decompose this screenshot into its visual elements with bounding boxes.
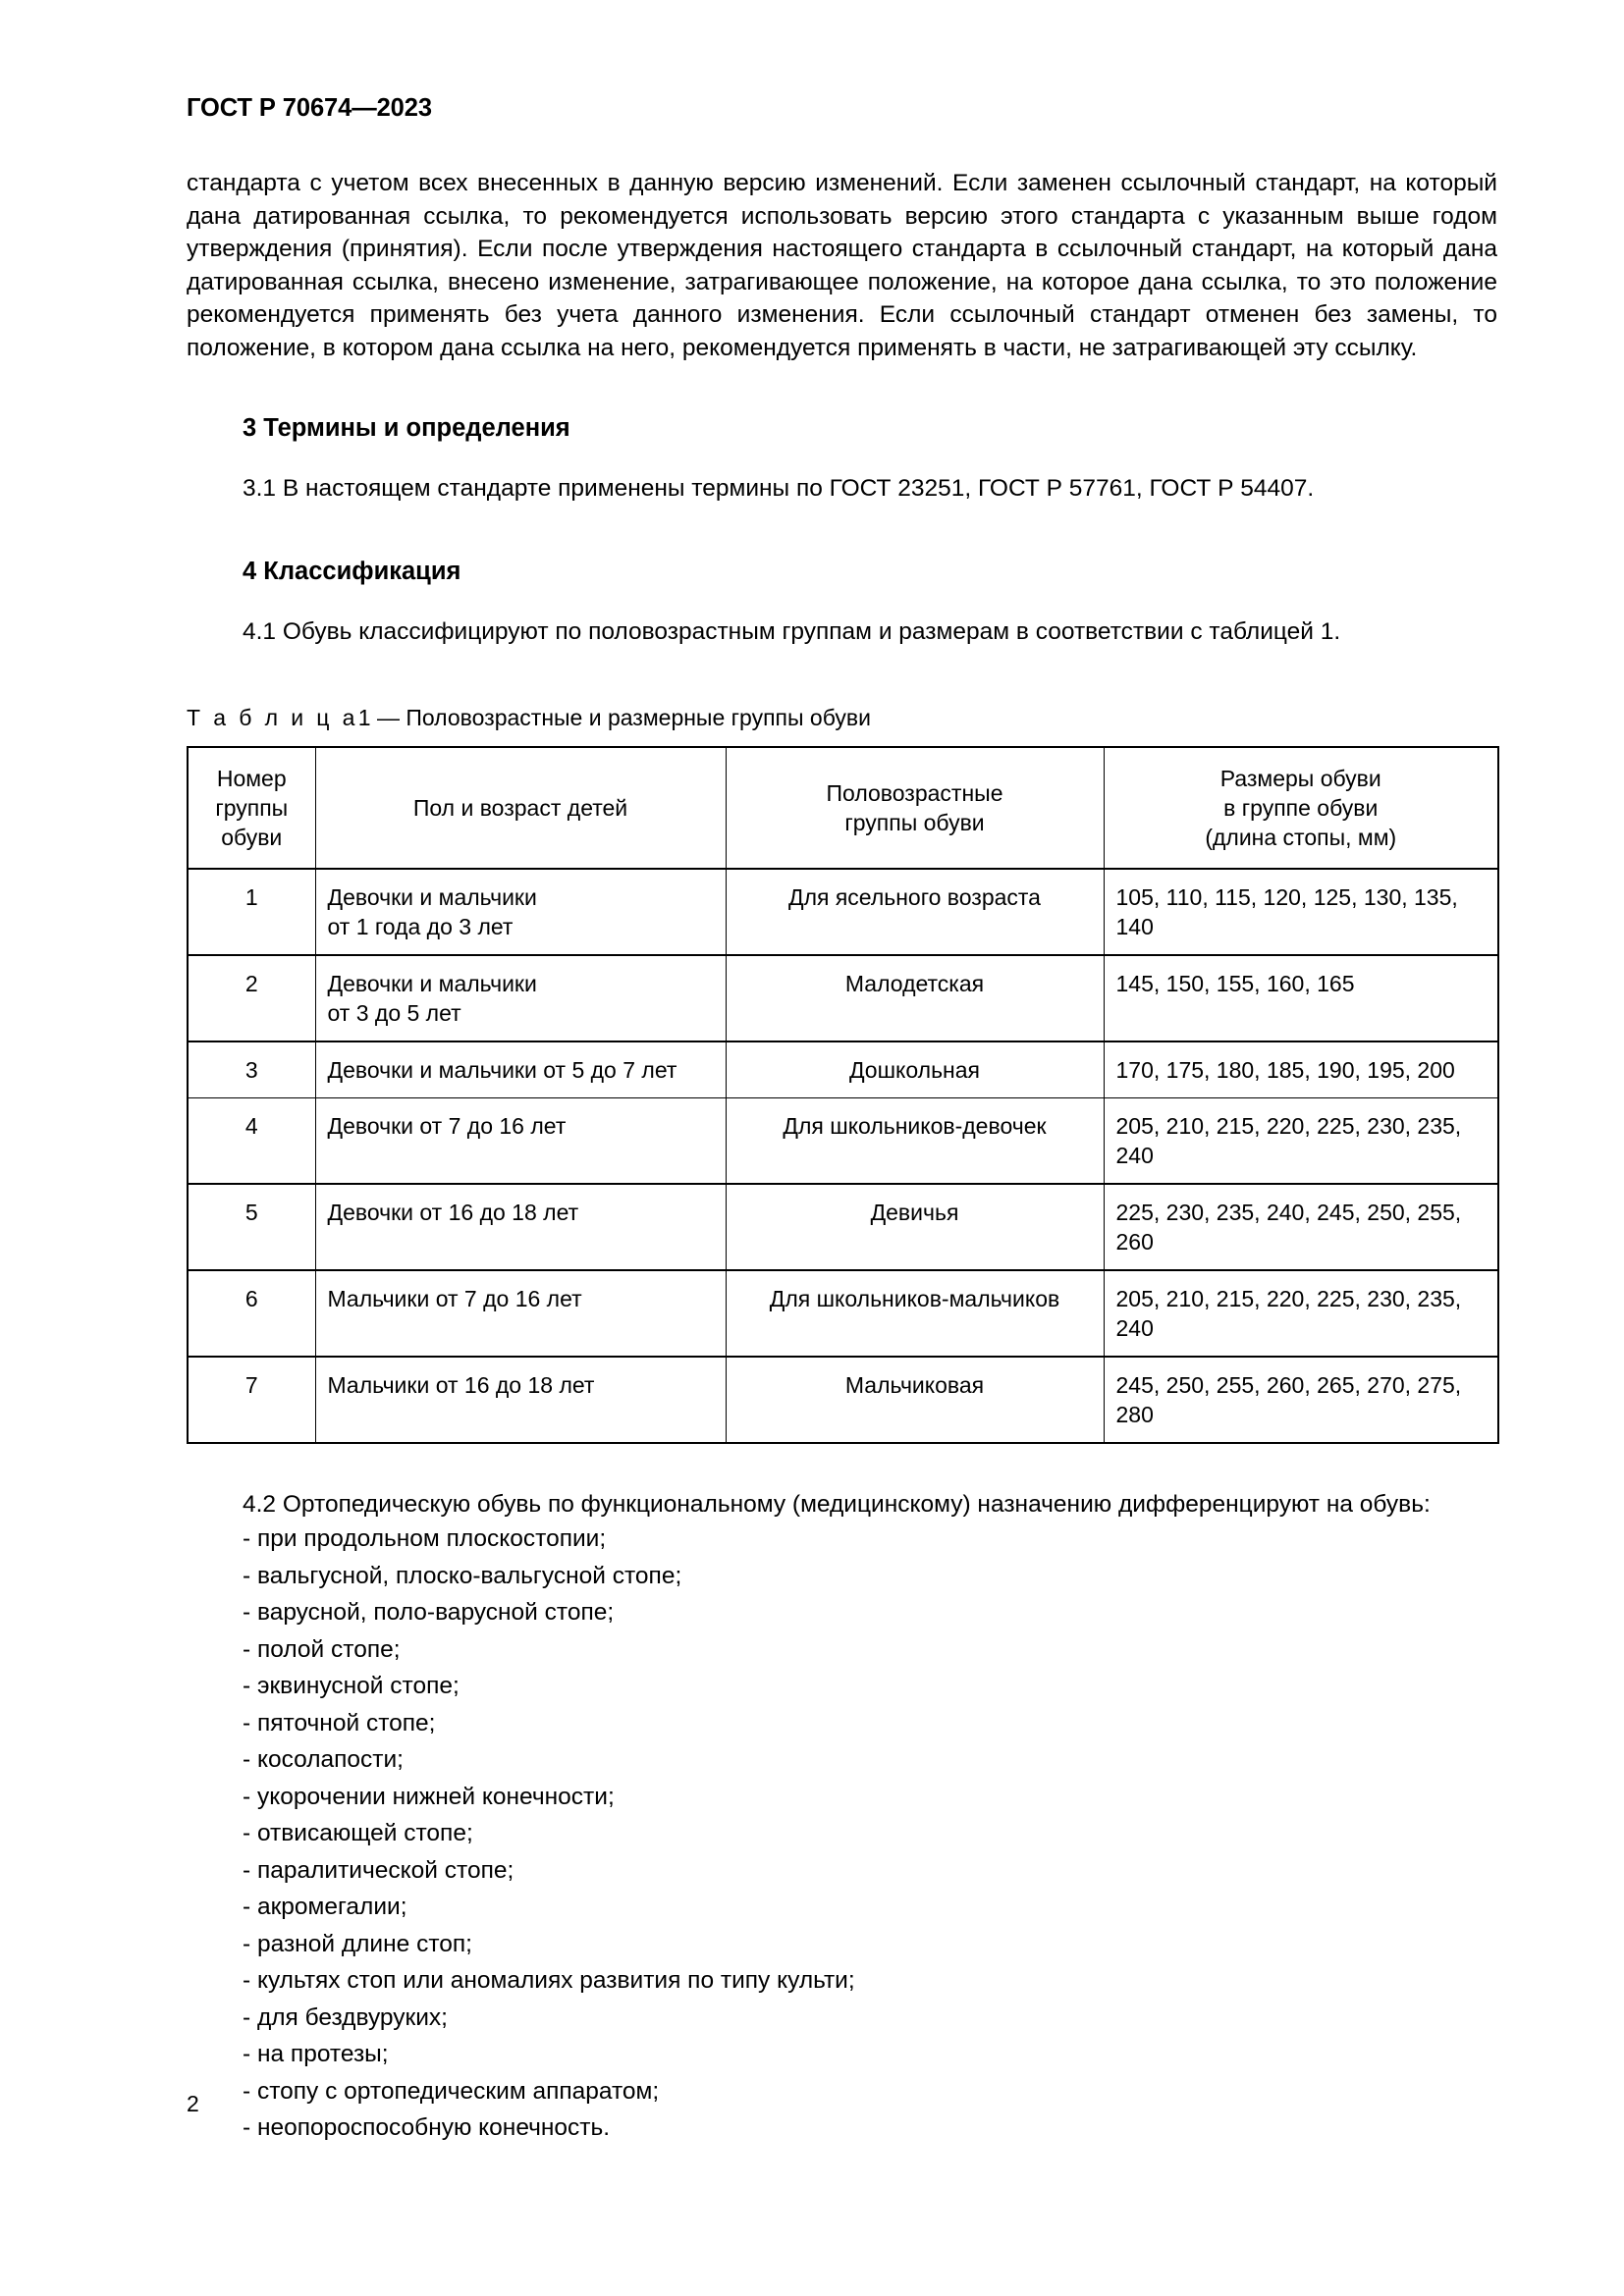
cell-line: Девочки и мальчики <box>327 970 537 996</box>
cell-line: 225, 230, 235, 240, 245, 250, 255, <box>1115 1199 1462 1225</box>
section-heading-terms: 3 Термины и определения <box>243 413 570 442</box>
table-row <box>188 1097 1498 1184</box>
list-item: - эквинусной стопе; <box>243 1673 460 1700</box>
cell-line: от 3 до 5 лет <box>327 999 461 1026</box>
header-line: в группе обуви <box>1223 794 1379 821</box>
cell-group <box>726 1041 1104 1098</box>
column-header-number <box>188 747 315 869</box>
list-item: - для бездвуруких; <box>243 2003 448 2031</box>
list-item: - паралитической стопе; <box>243 1856 514 1884</box>
header-line: Номер <box>216 765 287 791</box>
cell-sizes <box>1104 955 1498 1041</box>
cell-group <box>726 1184 1104 1270</box>
table-row <box>188 1357 1498 1443</box>
header-line: группы обуви <box>844 809 985 835</box>
list-item: - варусной, поло-варусной стопе; <box>243 1599 615 1627</box>
list-item: - косолапости; <box>243 1746 404 1774</box>
header-line: Пол и возраст детей <box>412 794 628 821</box>
cell-sex-age <box>315 955 726 1041</box>
section-paragraph-4-2: 4.2 Ортопедическую обувь по функциональному (медицинскому) назначению дифференцируют на обувь: <box>243 1490 1431 1518</box>
table-caption-title: 1 — Половозрастные и размерные группы обуви <box>357 704 871 730</box>
cell-number: 1 <box>188 869 315 955</box>
list-item: - полой стопе; <box>243 1635 401 1663</box>
cell-line: от 1 года до 3 лет <box>327 913 514 939</box>
cell-number: 5 <box>188 1184 315 1270</box>
list-item: - при продольном плоскостопии; <box>243 1525 607 1553</box>
cell-sizes <box>1104 869 1498 955</box>
page-content <box>187 94 1497 2147</box>
cell-line: Мальчиковая <box>844 1371 985 1398</box>
header-line: группы <box>215 794 289 821</box>
table-body <box>188 869 1498 1443</box>
cell-line: 105, 110, 115, 120, 125, 130, 135, <box>1115 883 1458 910</box>
list-item: - отвисающей стопе; <box>243 1820 473 1847</box>
cell-line: Дошкольная <box>848 1056 981 1083</box>
column-header-sizes <box>1104 747 1498 869</box>
table-row <box>188 869 1498 955</box>
cell-number: 6 <box>188 1270 315 1357</box>
cell-line: 170, 175, 180, 185, 190, 195, 200 <box>1115 1056 1455 1083</box>
table-row <box>188 1184 1498 1270</box>
list-item: - акромегалии; <box>243 1894 407 1921</box>
cell-number: 7 <box>188 1357 315 1443</box>
page-number: 2 <box>187 2091 199 2116</box>
cell-line: Мальчики от 7 до 16 лет <box>327 1285 582 1311</box>
cell-sizes <box>1104 1184 1498 1270</box>
section-paragraph-4-1: 4.1 Обувь классифицируют по половозрастным группам и размерам в соответствии с таблицей 1. <box>243 618 1341 646</box>
cell-group <box>726 1270 1104 1357</box>
cell-line: Девичья <box>870 1199 959 1225</box>
section-heading-classification: 4 Классификация <box>243 557 461 585</box>
cell-line: Девочки от 16 до 18 лет <box>327 1199 579 1225</box>
list-item: - стопу с ортопедическим аппаратом; <box>243 2077 660 2105</box>
list-item: - укорочении нижней конечности; <box>243 1783 615 1810</box>
table-row <box>188 955 1498 1041</box>
list-item: - вальгусной, плоско-вальгусной стопе; <box>243 1562 682 1589</box>
table-caption <box>187 704 1497 732</box>
cell-line: 240 <box>1115 1314 1154 1341</box>
list-item: - культях стоп или аномалиях развития по типу культи; <box>243 1967 855 1995</box>
cell-line: Для школьников-девочек <box>783 1112 1047 1139</box>
table-row <box>188 1041 1498 1098</box>
header-line: обуви <box>221 824 283 850</box>
header-line: Половозрастные <box>826 779 1003 806</box>
list-item: - неопороспособную конечность. <box>243 2114 611 2142</box>
cell-line: 205, 210, 215, 220, 225, 230, 235, <box>1115 1285 1462 1311</box>
header-line: (длина стопы, мм) <box>1205 824 1397 850</box>
cell-line: Мальчики от 16 до 18 лет <box>327 1371 595 1398</box>
cell-line: 245, 250, 255, 260, 265, 270, 275, <box>1115 1371 1462 1398</box>
list-item: - пяточной стопе; <box>243 1709 436 1736</box>
cell-sex-age <box>315 1270 726 1357</box>
cell-sizes <box>1104 1041 1498 1098</box>
intro-paragraph: стандарта с учетом всех внесенных в данную версию изменений. Если заменен ссылочный стандарт, на который дана датированная ссылка, то рекомендуется использовать версию этого стандарта с указанным выше годом утверждения (принятия). Если после утверждения настоящего стандарта в ссылочный стандарт, на который дана датированная ссылка, внесено изменение, затрагивающее положение, на которое дана ссылка, то это положение рекомендуется применять без учета данного изменения. Если ссылочный стандарт отменен без замены, то положение, в котором дана ссылка на него, рекомендуется применять в части, не затрагивающей эту ссылку. <box>187 170 1497 362</box>
cell-line: Малодетская <box>844 970 985 996</box>
header-line: Размеры обуви <box>1219 765 1381 791</box>
cell-group <box>726 955 1104 1041</box>
cell-sizes <box>1104 1270 1498 1357</box>
table-caption-label: Т а б л и ц а <box>187 704 358 730</box>
column-header-sex-age <box>315 747 726 869</box>
section-paragraph-3-1: 3.1 В настоящем стандарте применены термины по ГОСТ 23251, ГОСТ Р 57761, ГОСТ Р 54407. <box>243 475 1315 503</box>
cell-group <box>726 1357 1104 1443</box>
cell-line: Девочки и мальчики от 5 до 7 лет <box>327 1056 677 1083</box>
cell-group <box>726 869 1104 955</box>
cell-line: Для школьников-мальчиков <box>769 1285 1060 1311</box>
cell-group <box>726 1097 1104 1184</box>
cell-sizes <box>1104 1097 1498 1184</box>
cell-sex-age <box>315 869 726 955</box>
table-row <box>188 1270 1498 1357</box>
column-header-group <box>726 747 1104 869</box>
cell-sex-age <box>315 1357 726 1443</box>
cell-number: 2 <box>188 955 315 1041</box>
cell-sex-age <box>315 1097 726 1184</box>
cell-line: 280 <box>1115 1401 1154 1427</box>
document-header: ГОСТ Р 70674—2023 <box>187 94 432 122</box>
orthopedic-indications-list <box>187 1521 1497 2147</box>
cell-line: 140 <box>1115 913 1154 939</box>
table-age-size-groups <box>187 746 1499 1444</box>
cell-line: 205, 210, 215, 220, 225, 230, 235, <box>1115 1112 1462 1139</box>
cell-line: Для ясельного возраста <box>788 883 1041 910</box>
cell-sex-age <box>315 1041 726 1098</box>
cell-line: 240 <box>1115 1142 1154 1168</box>
cell-number: 4 <box>188 1097 315 1184</box>
cell-sex-age <box>315 1184 726 1270</box>
cell-line: 145, 150, 155, 160, 165 <box>1115 970 1355 996</box>
list-item: - разной длине стоп; <box>243 1930 472 1957</box>
cell-line: 260 <box>1115 1228 1154 1255</box>
cell-sizes <box>1104 1357 1498 1443</box>
table-header-row <box>188 747 1498 869</box>
cell-number: 3 <box>188 1041 315 1098</box>
cell-line: Девочки и мальчики <box>327 883 537 910</box>
list-item: - на протезы; <box>243 2041 389 2068</box>
cell-line: Девочки от 7 до 16 лет <box>327 1112 567 1139</box>
table-header <box>188 747 1498 869</box>
